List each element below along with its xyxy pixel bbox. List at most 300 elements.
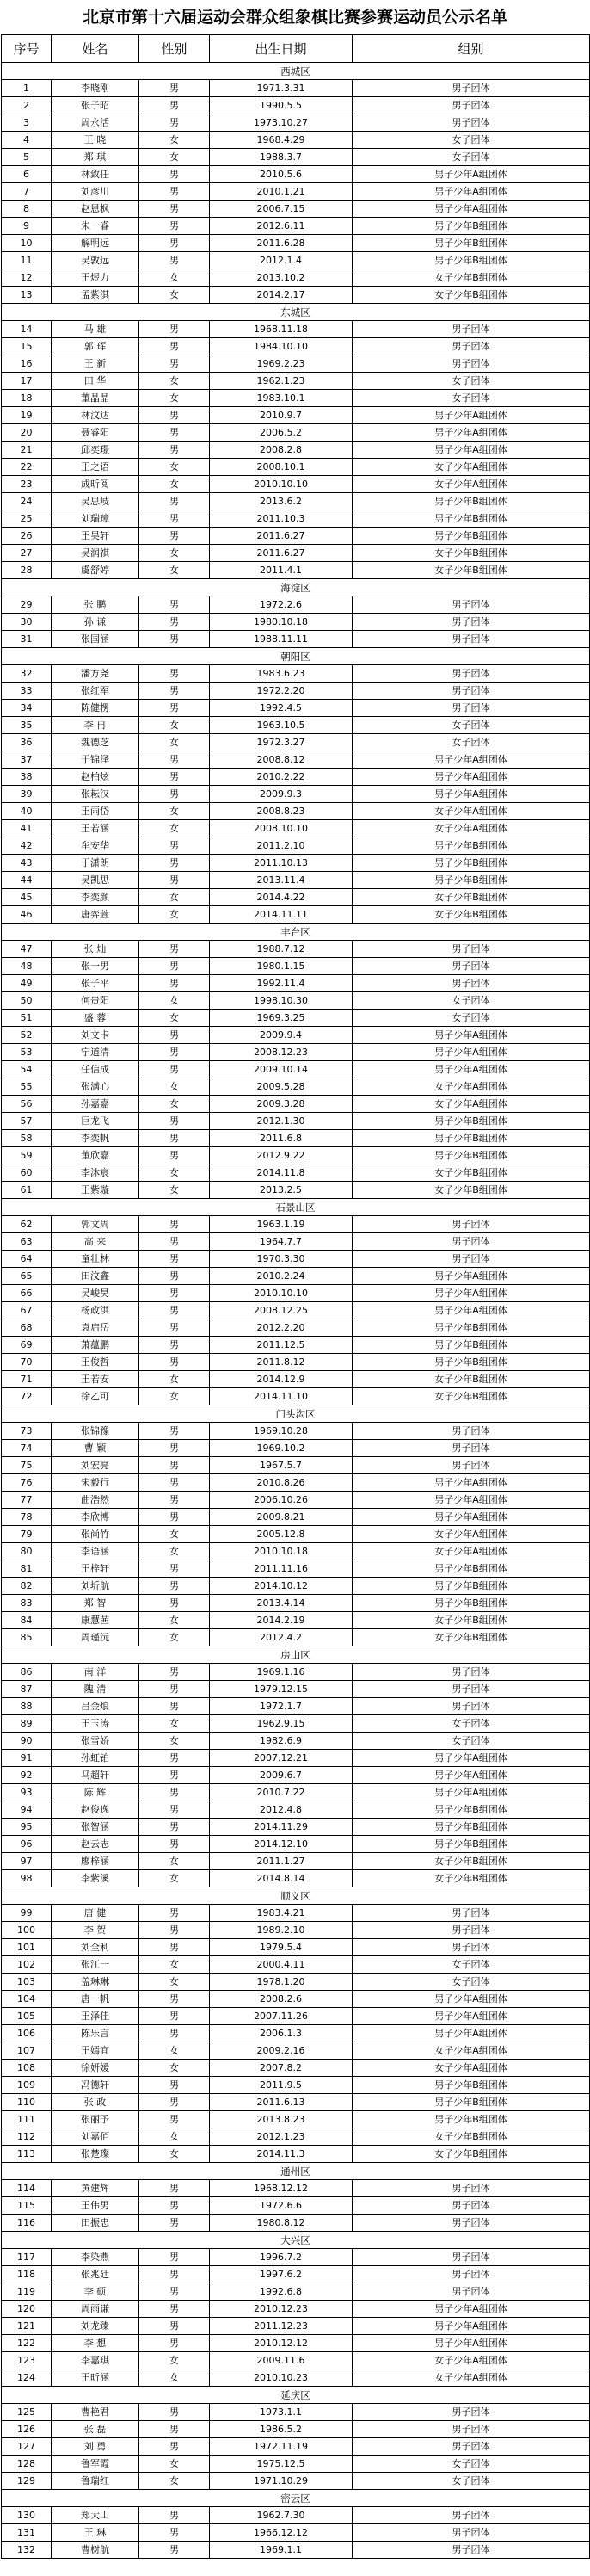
cell-group: 女子团体 [353, 717, 590, 734]
cell-gender: 女 [139, 2473, 210, 2490]
athlete-row [2, 2111, 590, 2128]
athlete-row [2, 1801, 590, 1819]
cell-name: 杨政洪 [52, 1302, 139, 1319]
cell-gender: 女 [139, 459, 210, 476]
cell-seq: 127 [2, 2438, 52, 2456]
cell-birth-date: 2010.5.6 [210, 166, 353, 183]
cell-birth-date: 2010.9.7 [210, 407, 353, 424]
cell-seq: 32 [2, 665, 52, 683]
cell-seq: 129 [2, 2473, 52, 2490]
athlete-row [2, 2128, 590, 2146]
cell-seq: 10 [2, 235, 52, 252]
cell-name: 王紫璇 [52, 1182, 139, 1199]
cell-group: 男子少年A组团体 [353, 1302, 590, 1319]
cell-birth-date: 1972.6.6 [210, 2197, 353, 2215]
cell-gender: 男 [139, 1147, 210, 1164]
athlete-row [2, 631, 590, 648]
cell-group: 男子少年B组团体 [353, 252, 590, 269]
cell-gender: 女 [139, 1388, 210, 1405]
cell-birth-date: 1986.5.2 [210, 2421, 353, 2438]
cell-seq: 96 [2, 1836, 52, 1853]
cell-name: 曲浩然 [52, 1492, 139, 1509]
cell-gender: 男 [139, 2524, 210, 2542]
cell-gender: 女 [139, 2060, 210, 2077]
cell-group: 女子团体 [353, 373, 590, 390]
cell-gender: 男 [139, 2542, 210, 2559]
cell-gender: 男 [139, 683, 210, 700]
athlete-row [2, 2094, 590, 2111]
cell-group: 男子团体 [353, 1905, 590, 1922]
cell-birth-date: 2008.8.12 [210, 751, 353, 769]
cell-name: 王泽佳 [52, 2008, 139, 2025]
cell-group: 女子少年B组团体 [353, 2128, 590, 2146]
athlete-row [2, 1474, 590, 1492]
cell-gender: 男 [139, 872, 210, 889]
athlete-row [2, 235, 590, 252]
cell-name: 李 贺 [52, 1922, 139, 1939]
cell-name: 王 琳 [52, 2524, 139, 2542]
cell-group: 女子团体 [353, 2473, 590, 2490]
athlete-row [2, 166, 590, 183]
cell-seq: 106 [2, 2025, 52, 2042]
cell-group: 男子少年A组团体 [353, 1750, 590, 1767]
cell-gender: 男 [139, 2266, 210, 2283]
cell-seq: 124 [2, 2369, 52, 2387]
cell-seq: 103 [2, 1974, 52, 1991]
cell-gender: 男 [139, 855, 210, 872]
district-name: 房山区 [2, 1646, 590, 1664]
cell-gender: 男 [139, 1440, 210, 1457]
cell-group: 男子团体 [353, 355, 590, 373]
cell-name: 张子昭 [52, 97, 139, 114]
cell-name: 宁道清 [52, 1044, 139, 1061]
district-row [2, 2387, 590, 2404]
cell-group: 男子团体 [353, 700, 590, 717]
cell-group: 女子少年A组团体 [353, 1096, 590, 1113]
cell-seq: 118 [2, 2266, 52, 2283]
cell-gender: 男 [139, 596, 210, 614]
athlete-row [2, 218, 590, 235]
column-header-birth-date: 出生日期 [210, 35, 353, 63]
cell-gender: 男 [139, 1509, 210, 1526]
cell-gender: 女 [139, 803, 210, 820]
cell-name: 张耘汉 [52, 786, 139, 803]
cell-birth-date: 2014.11.3 [210, 2146, 353, 2163]
cell-seq: 28 [2, 562, 52, 579]
cell-name: 王梓轩 [52, 1560, 139, 1578]
cell-gender: 男 [139, 201, 210, 218]
cell-group: 男子少年B组团体 [353, 837, 590, 855]
cell-seq: 77 [2, 1492, 52, 1509]
cell-gender: 女 [139, 1974, 210, 1991]
cell-group: 女子团体 [353, 1715, 590, 1733]
cell-group: 男子少年A组团体 [353, 183, 590, 201]
roster-table [1, 34, 590, 2559]
cell-birth-date: 2007.12.21 [210, 1750, 353, 1767]
cell-name: 王 新 [52, 355, 139, 373]
cell-name: 盛 蓉 [52, 1010, 139, 1027]
cell-birth-date: 1972.2.20 [210, 683, 353, 700]
cell-group: 女子少年B组团体 [353, 1164, 590, 1182]
cell-name: 张子平 [52, 975, 139, 992]
cell-name: 于锦泽 [52, 751, 139, 769]
athlete-row [2, 2215, 590, 2232]
cell-name: 巨龙飞 [52, 1113, 139, 1130]
cell-gender: 男 [139, 2318, 210, 2335]
cell-birth-date: 2010.10.10 [210, 476, 353, 493]
athlete-row [2, 1233, 590, 1251]
cell-seq: 48 [2, 958, 52, 975]
cell-gender: 男 [139, 424, 210, 442]
cell-seq: 6 [2, 166, 52, 183]
athlete-row [2, 2369, 590, 2387]
cell-seq: 5 [2, 149, 52, 166]
cell-name: 徐乙可 [52, 1388, 139, 1405]
athlete-row [2, 1440, 590, 1457]
cell-name: 虞舒婷 [52, 562, 139, 579]
cell-gender: 女 [139, 992, 210, 1010]
athlete-row [2, 442, 590, 459]
cell-group: 男子少年A组团体 [353, 201, 590, 218]
cell-birth-date: 2008.12.23 [210, 1044, 353, 1061]
cell-seq: 67 [2, 1302, 52, 1319]
cell-name: 陈 辉 [52, 1784, 139, 1801]
cell-group: 男子少年B组团体 [353, 2111, 590, 2128]
cell-gender: 男 [139, 2197, 210, 2215]
athlete-row [2, 803, 590, 820]
athlete-row [2, 2352, 590, 2369]
cell-group: 男子团体 [353, 2266, 590, 2283]
cell-seq: 63 [2, 1233, 52, 1251]
cell-gender: 男 [139, 252, 210, 269]
cell-gender: 女 [139, 717, 210, 734]
cell-seq: 86 [2, 1664, 52, 1681]
cell-name: 朱一睿 [52, 218, 139, 235]
cell-gender: 男 [139, 1767, 210, 1784]
cell-birth-date: 2010.2.22 [210, 769, 353, 786]
cell-group: 女子团体 [353, 132, 590, 149]
cell-group: 女子团体 [353, 734, 590, 751]
cell-seq: 99 [2, 1905, 52, 1922]
cell-gender: 男 [139, 2421, 210, 2438]
cell-birth-date: 2009.2.16 [210, 2042, 353, 2060]
cell-group: 男子团体 [353, 2404, 590, 2421]
athlete-row [2, 2025, 590, 2042]
cell-gender: 男 [139, 1216, 210, 1233]
cell-name: 田汶鑫 [52, 1268, 139, 1285]
district-row [2, 1646, 590, 1664]
cell-name: 袁启岳 [52, 1319, 139, 1337]
athlete-row [2, 751, 590, 769]
cell-seq: 43 [2, 855, 52, 872]
cell-seq: 7 [2, 183, 52, 201]
cell-name: 张江一 [52, 1956, 139, 1974]
athlete-row [2, 958, 590, 975]
cell-group: 男子少年B组团体 [353, 2077, 590, 2094]
athlete-row [2, 1182, 590, 1199]
cell-group: 男子团体 [353, 614, 590, 631]
athlete-row [2, 1819, 590, 1836]
cell-gender: 女 [139, 2128, 210, 2146]
cell-name: 李 想 [52, 2335, 139, 2352]
cell-name: 刘彦川 [52, 183, 139, 201]
cell-birth-date: 2010.8.26 [210, 1474, 353, 1492]
cell-group: 女子团体 [353, 149, 590, 166]
cell-group: 女子少年B组团体 [353, 545, 590, 562]
cell-group: 男子团体 [353, 1251, 590, 1268]
cell-name: 刘全利 [52, 1939, 139, 1956]
cell-birth-date: 1970.3.30 [210, 1251, 353, 1268]
athlete-row [2, 373, 590, 390]
cell-group: 女子少年A组团体 [353, 1543, 590, 1560]
cell-seq: 101 [2, 1939, 52, 1956]
column-header-name: 姓名 [52, 35, 139, 63]
cell-gender: 男 [139, 355, 210, 373]
cell-seq: 33 [2, 683, 52, 700]
cell-gender: 男 [139, 1233, 210, 1251]
cell-name: 盖琳琳 [52, 1974, 139, 1991]
athlete-row [2, 1492, 590, 1509]
cell-birth-date: 1973.1.1 [210, 2404, 353, 2421]
athlete-row [2, 872, 590, 889]
cell-group: 女子少年A组团体 [353, 803, 590, 820]
cell-birth-date: 2014.12.10 [210, 1836, 353, 1853]
athlete-row [2, 201, 590, 218]
cell-seq: 109 [2, 2077, 52, 2094]
cell-birth-date: 1984.10.10 [210, 338, 353, 355]
cell-name: 李语涵 [52, 1543, 139, 1560]
district-name: 延庆区 [2, 2387, 590, 2404]
cell-gender: 男 [139, 1578, 210, 1595]
athlete-row [2, 1664, 590, 1681]
cell-birth-date: 2000.4.11 [210, 1956, 353, 1974]
cell-name: 王若安 [52, 1371, 139, 1388]
cell-group: 女子少年A组团体 [353, 820, 590, 837]
cell-seq: 104 [2, 1991, 52, 2008]
cell-birth-date: 2008.10.10 [210, 820, 353, 837]
cell-group: 男子少年B组团体 [353, 1319, 590, 1337]
athlete-row [2, 906, 590, 924]
cell-gender: 男 [139, 1991, 210, 2008]
cell-birth-date: 2010.12.12 [210, 2335, 353, 2352]
cell-seq: 69 [2, 1337, 52, 1354]
cell-gender: 女 [139, 1870, 210, 1887]
cell-group: 男子少年B组团体 [353, 872, 590, 889]
cell-seq: 123 [2, 2352, 52, 2369]
cell-seq: 25 [2, 510, 52, 528]
cell-seq: 34 [2, 700, 52, 717]
cell-gender: 男 [139, 80, 210, 97]
column-header-seq: 序号 [2, 35, 52, 63]
athlete-row [2, 562, 590, 579]
district-row [2, 304, 590, 321]
cell-group: 男子少年A组团体 [353, 1474, 590, 1492]
cell-group: 女子少年A组团体 [353, 1526, 590, 1543]
cell-group: 男子少年A组团体 [353, 407, 590, 424]
athlete-row [2, 2335, 590, 2352]
cell-group: 男子少年A组团体 [353, 1061, 590, 1078]
cell-gender: 男 [139, 1922, 210, 1939]
athlete-row [2, 1681, 590, 1698]
cell-name: 隗 清 [52, 1681, 139, 1698]
district-name: 石景山区 [2, 1199, 590, 1216]
district-row [2, 648, 590, 665]
cell-birth-date: 1980.8.12 [210, 2215, 353, 2232]
cell-seq: 19 [2, 407, 52, 424]
athlete-row [2, 1285, 590, 1302]
athlete-row [2, 338, 590, 355]
cell-name: 于潇朗 [52, 855, 139, 872]
athlete-row [2, 734, 590, 751]
athlete-row [2, 1268, 590, 1285]
cell-birth-date: 2012.1.23 [210, 2128, 353, 2146]
cell-group: 男子团体 [353, 97, 590, 114]
cell-seq: 47 [2, 941, 52, 958]
athlete-row [2, 1096, 590, 1113]
cell-group: 男子团体 [353, 2215, 590, 2232]
cell-name: 王嫣宜 [52, 2042, 139, 2060]
cell-gender: 女 [139, 1010, 210, 1027]
cell-name: 张 鹏 [52, 596, 139, 614]
cell-gender: 男 [139, 2008, 210, 2025]
cell-name: 马 雄 [52, 321, 139, 338]
cell-birth-date: 2013.2.5 [210, 1182, 353, 1199]
cell-birth-date: 1996.7.2 [210, 2249, 353, 2266]
cell-group: 女子少年B组团体 [353, 1870, 590, 1887]
cell-gender: 女 [139, 820, 210, 837]
cell-gender: 男 [139, 493, 210, 510]
cell-gender: 女 [139, 2352, 210, 2369]
cell-name: 赵云志 [52, 1836, 139, 1853]
cell-birth-date: 1988.3.7 [210, 149, 353, 166]
cell-birth-date: 1975.12.5 [210, 2456, 353, 2473]
cell-seq: 120 [2, 2301, 52, 2318]
cell-seq: 88 [2, 1698, 52, 1715]
cell-gender: 男 [139, 2404, 210, 2421]
athlete-row [2, 528, 590, 545]
cell-birth-date: 2008.12.25 [210, 1302, 353, 1319]
cell-group: 女子团体 [353, 1974, 590, 1991]
cell-group: 男子团体 [353, 114, 590, 132]
cell-group: 男子少年B组团体 [353, 2094, 590, 2111]
cell-gender: 男 [139, 2094, 210, 2111]
cell-gender: 男 [139, 528, 210, 545]
cell-group: 男子少年A组团体 [353, 166, 590, 183]
athlete-row [2, 1388, 590, 1405]
cell-group: 男子少年B组团体 [353, 1578, 590, 1595]
cell-name: 张一男 [52, 958, 139, 975]
cell-birth-date: 2012.9.22 [210, 1147, 353, 1164]
athlete-row [2, 287, 590, 304]
cell-group: 男子团体 [353, 2283, 590, 2301]
cell-name: 潘方尧 [52, 665, 139, 683]
cell-name: 孙嘉嘉 [52, 1096, 139, 1113]
athlete-row [2, 2524, 590, 2542]
cell-name: 李晓刚 [52, 80, 139, 97]
cell-birth-date: 1988.7.12 [210, 941, 353, 958]
cell-group: 男子团体 [353, 1664, 590, 1681]
cell-name: 吴润祺 [52, 545, 139, 562]
district-name: 西城区 [2, 63, 590, 80]
cell-name: 郑大山 [52, 2507, 139, 2524]
cell-gender: 女 [139, 1371, 210, 1388]
cell-group: 男子团体 [353, 1457, 590, 1474]
cell-group: 男子团体 [353, 2507, 590, 2524]
cell-seq: 126 [2, 2421, 52, 2438]
cell-birth-date: 2005.12.8 [210, 1526, 353, 1543]
cell-group: 女子少年A组团体 [353, 459, 590, 476]
cell-group: 女子少年B组团体 [353, 287, 590, 304]
cell-seq: 11 [2, 252, 52, 269]
cell-name: 张楚璨 [52, 2146, 139, 2163]
cell-name: 王之语 [52, 459, 139, 476]
cell-seq: 9 [2, 218, 52, 235]
cell-gender: 男 [139, 614, 210, 631]
athlete-row [2, 1715, 590, 1733]
cell-group: 男子团体 [353, 338, 590, 355]
cell-birth-date: 2011.1.27 [210, 1853, 353, 1870]
cell-name: 李奕颜 [52, 889, 139, 906]
district-name: 通州区 [2, 2163, 590, 2180]
cell-seq: 3 [2, 114, 52, 132]
cell-name: 聂睿阳 [52, 424, 139, 442]
athlete-row [2, 2318, 590, 2335]
cell-name: 周雨谦 [52, 2301, 139, 2318]
cell-birth-date: 2014.12.9 [210, 1371, 353, 1388]
cell-name: 王俊哲 [52, 1354, 139, 1371]
header-row [2, 35, 590, 63]
cell-name: 赵俊逸 [52, 1801, 139, 1819]
cell-group: 女子团体 [353, 390, 590, 407]
cell-seq: 56 [2, 1096, 52, 1113]
athlete-row [2, 1044, 590, 1061]
cell-seq: 12 [2, 269, 52, 287]
cell-birth-date: 2006.7.15 [210, 201, 353, 218]
cell-seq: 121 [2, 2318, 52, 2335]
cell-birth-date: 2009.6.7 [210, 1767, 353, 1784]
cell-seq: 26 [2, 528, 52, 545]
cell-name: 郑 智 [52, 1595, 139, 1612]
cell-seq: 21 [2, 442, 52, 459]
cell-name: 张锦豫 [52, 1423, 139, 1440]
athlete-row [2, 1560, 590, 1578]
cell-gender: 男 [139, 837, 210, 855]
athlete-row [2, 1509, 590, 1526]
cell-gender: 男 [139, 1044, 210, 1061]
column-header-group: 组别 [353, 35, 590, 63]
cell-group: 男子少年A组团体 [353, 1285, 590, 1302]
cell-group: 女子少年A组团体 [353, 476, 590, 493]
cell-birth-date: 1998.10.30 [210, 992, 353, 1010]
cell-group: 男子团体 [353, 321, 590, 338]
cell-group: 男子团体 [353, 1698, 590, 1715]
cell-name: 王 晓 [52, 132, 139, 149]
cell-group: 男子少年B组团体 [353, 528, 590, 545]
cell-group: 男子少年A组团体 [353, 424, 590, 442]
cell-gender: 男 [139, 2025, 210, 2042]
athlete-row [2, 2421, 590, 2438]
cell-name: 牟安华 [52, 837, 139, 855]
cell-name: 赵恩枫 [52, 201, 139, 218]
cell-gender: 男 [139, 631, 210, 648]
cell-seq: 84 [2, 1612, 52, 1629]
cell-gender: 女 [139, 390, 210, 407]
cell-seq: 24 [2, 493, 52, 510]
table-body [2, 63, 590, 2559]
cell-group: 女子少年B组团体 [353, 1853, 590, 1870]
cell-seq: 68 [2, 1319, 52, 1337]
cell-seq: 37 [2, 751, 52, 769]
